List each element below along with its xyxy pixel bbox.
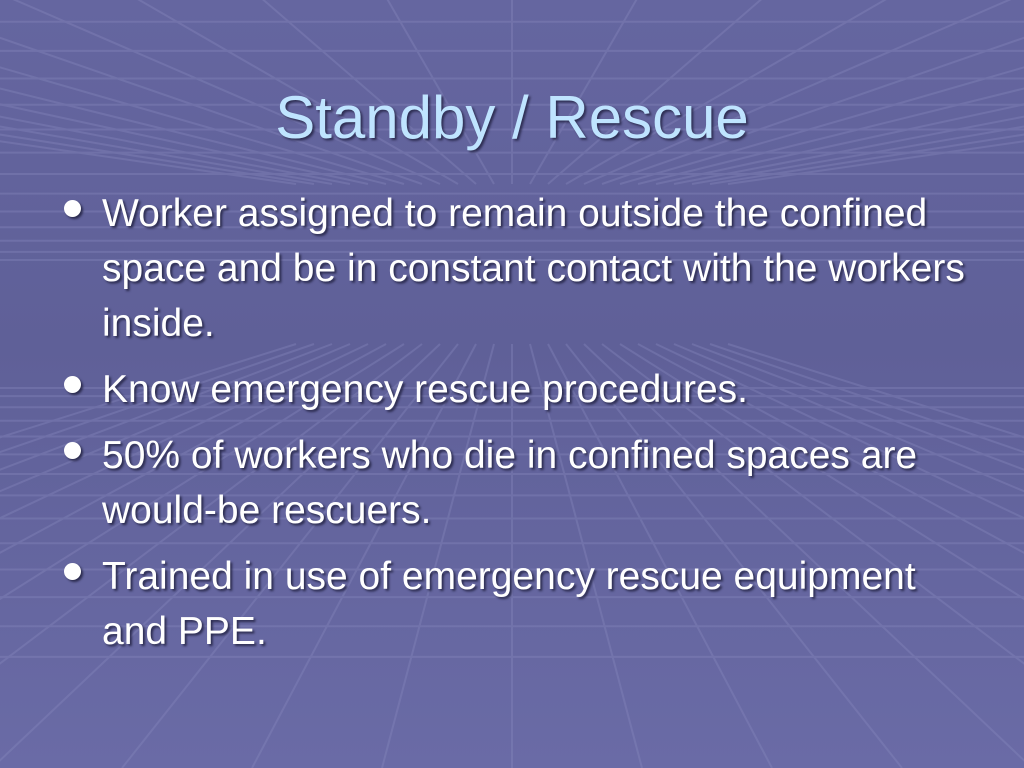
bullet-text: Trained in use of emergency rescue equipment and PPE. [102,555,916,653]
bullet-text: Worker assigned to remain outside the confined space and be in constant contact with the workers inside. [102,192,965,345]
bullet-text: Know emergency rescue procedures. [102,368,748,411]
bullet-icon [64,200,81,217]
bullet-text: 50% of workers who die in confined spaces are would-be rescuers. [102,434,918,532]
bullet-icon [64,376,81,393]
bullet-item [60,549,970,659]
bullet-icon [64,442,81,459]
bullet-item [60,186,970,351]
bullet-item [60,362,970,417]
bullet-list [60,186,970,670]
bullet-item [60,428,970,538]
bullet-icon [64,563,81,580]
slide-title: Standby / Rescue [275,84,749,151]
